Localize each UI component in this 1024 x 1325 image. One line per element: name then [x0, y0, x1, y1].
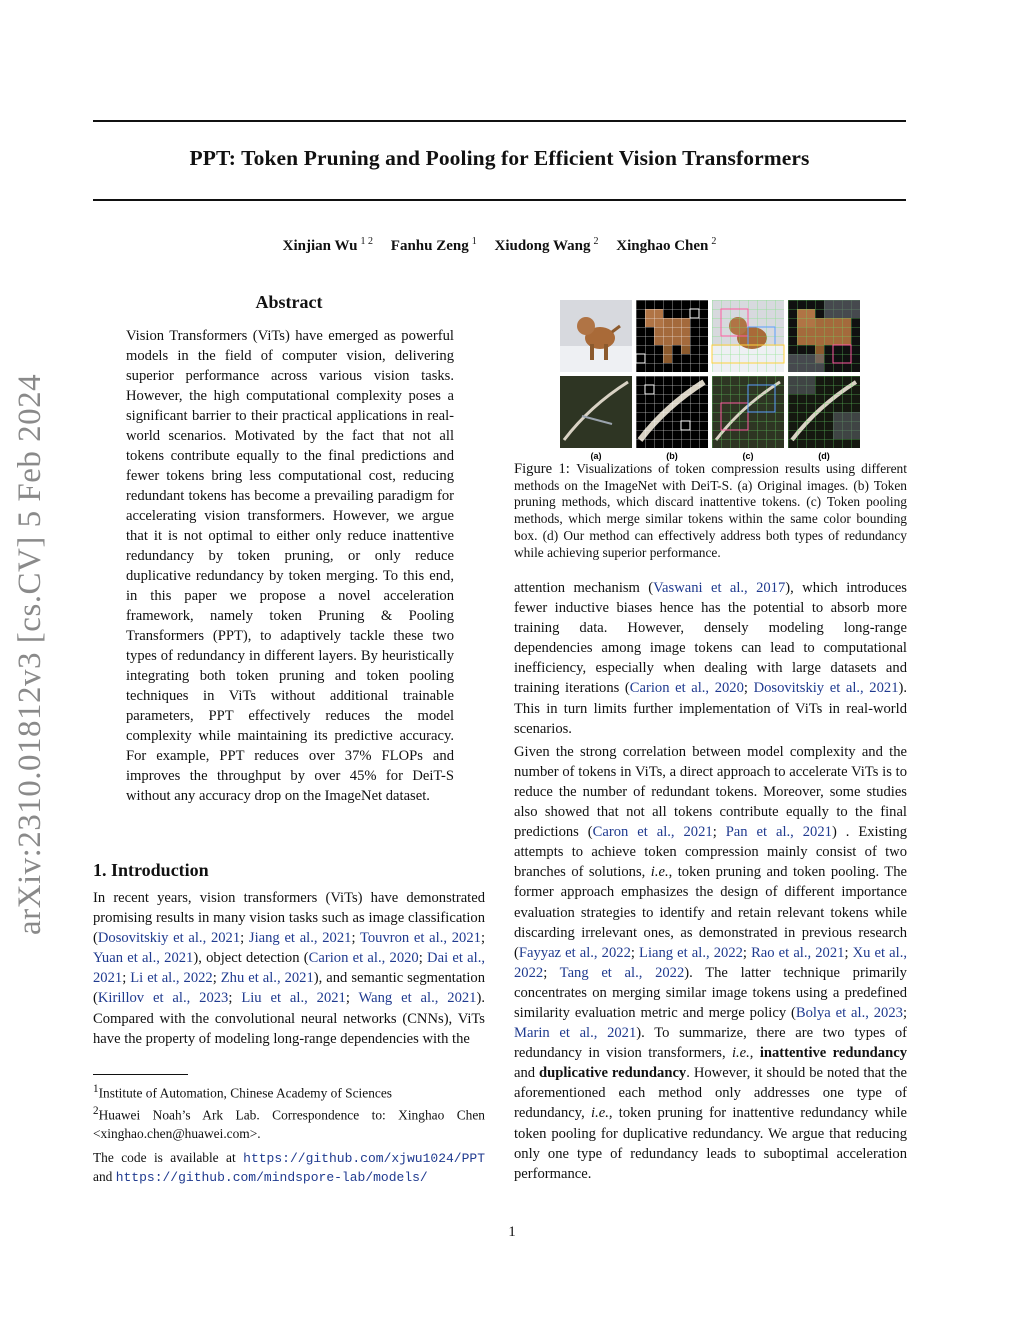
row-dragonfly-images — [560, 376, 860, 448]
dog-original-image — [560, 300, 632, 372]
panel-label: (b) — [666, 451, 678, 461]
panel-label: (c) — [742, 451, 754, 461]
introduction-paragraph: In recent years, vision transformers (ViTs) have demonstrated promising results in many vision tasks such as image classification (Dosovitskiy et al., 2021; Jiang et al., 2021; Touvron et al., 2021; Yuan et al., 2021), object detection (Carion et al., 2020; Dai et al., 2021; Li et al., 2022; Zhu et al., 2021), and semantic segmentation (Kirillov et al., 2023; Liu et al., 2021; Wang et al., 2021). Compared with the convolutional neural networks (CNNs), ViTs have the property of modeling long-range dependencies with the — [93, 890, 486, 1047]
citation-link[interactable]: Yuan et al., 2021 — [93, 950, 194, 967]
citation-link[interactable]: Dai et al., 2021 — [93, 950, 486, 987]
introduction-right-column — [514, 578, 907, 1184]
introduction-heading: 1. Introduction — [93, 860, 209, 880]
citation-link[interactable]: Touvron et al., 2021 — [359, 930, 481, 947]
page-number: 1 — [508, 1224, 516, 1240]
panel-label: (a) — [590, 451, 602, 461]
author: Xinghao Chen $^2$ — [616, 236, 717, 254]
citation-link[interactable]: Liu et al., 2021 — [241, 990, 346, 1007]
dog-ppt-image — [788, 300, 860, 372]
affiliation-footnote: $^1$Institute of Automation, Chinese Academy of Sciences $^2$Huawei Noah’s Ark Lab. Correspondence to: Xinghao Chen <xinghao.chen@huawei.com>. — [93, 1083, 485, 1141]
footnote-divider — [93, 1074, 188, 1075]
citation-link[interactable]: Dosovitskiy et al., 2021 — [97, 930, 241, 947]
dragonfly-pruned-image — [636, 376, 708, 448]
citation-link[interactable]: Carion et al., 2020 — [308, 950, 419, 967]
dragonfly-pooled-image — [712, 376, 784, 448]
citation-link[interactable]: Zhu et al., 2021 — [220, 970, 314, 987]
dragonfly-ppt-image — [788, 376, 860, 448]
title-rule-top — [93, 120, 906, 122]
figure-1-caption: Figure 1: Visualizations of token compression results using different methods on the ImageNet with DeiT-S. (a) Original images. (b) Token pruning methods, which discard inattentive tokens. (c) Token pooling methods, which merge similar tokens within the same color bounding box. (d) Our method can effectively address both types of redundancy while achieving superior performance. — [514, 461, 907, 560]
figure-1-visualization — [560, 300, 860, 462]
code-link[interactable]: https://github.com/mindspore-lab/models/ — [115, 1170, 428, 1185]
citation-link[interactable]: Kirillov et al., 2023 — [97, 990, 229, 1007]
citation-link[interactable]: Tang et al., 2022 — [559, 964, 685, 981]
body-paragraph: attention mechanism (Vaswani et al., 2017), which introduces fewer inductive biases hence has the potential to absorb more training data. However, densely modeling long-range dependencies among image tokens can lead to computational inefficiency, especially when dealing with large datasets and training iterations (Carion et al., 2020; Dosovitskiy et al., 2021). This in turn limits further implementation of ViTs in real-world scenarios. — [514, 580, 908, 737]
code-link[interactable]: https://github.com/xjwu1024/PPT — [243, 1151, 485, 1166]
author: Xiudong Wang $^2$ — [494, 236, 599, 254]
citation-link[interactable]: Bolya et al., 2023 — [795, 1004, 903, 1021]
author: Fanhu Zeng $^1$ — [390, 236, 477, 254]
author: Xinjian Wu $^{1 2}$ — [282, 236, 374, 254]
panel-label: (d) — [818, 451, 830, 461]
dog-pruned-image — [636, 300, 708, 372]
citation-link[interactable]: Li et al., 2022 — [130, 970, 213, 987]
citation-link[interactable]: Fayyaz et al., 2022 — [518, 944, 631, 961]
citation-link[interactable]: Rao et al., 2021 — [751, 944, 845, 961]
citation-link[interactable]: Carion et al., 2020 — [629, 680, 744, 697]
citation-link[interactable]: Liang et al., 2022 — [639, 944, 743, 961]
citation-link[interactable]: Marin et al., 2021 — [514, 1025, 637, 1042]
author-list — [93, 236, 906, 255]
citation-link[interactable]: Wang et al., 2021 — [358, 990, 477, 1007]
arxiv-identifier: arXiv:2310.01812v3 [cs.CV] 5 Feb 2024 — [12, 373, 48, 935]
citation-link[interactable]: Vaswani et al., 2017 — [653, 580, 786, 596]
citation-link[interactable]: Caron et al., 2021 — [592, 824, 713, 841]
dog-pooled-image — [712, 300, 784, 372]
body-paragraph: Given the strong correlation between model complexity and the number of tokens in ViTs, a direct approach to accelerate ViTs is to reduce the number of redundant tokens. Moreover, some studies also showed that not all tokens contribute equally to the final predictions (Caron et al., 2021; Pan et al., 2021) . Existing attempts to achieve token compression mainly consist of two branches of solutions, i.e., token pruning and token pooling. The former approach emphasizes the design of different importance evaluation strategies to identify and retain relevant tokens while discarding irrelevant ones, as demonstrated in previous research (Fayyaz et al., 2022; Liang et al., 2022; Rao et al., 2021; Xu et al., 2022; Tang et al., 2022). The latter technique primarily concentrates on merging similar image tokens using a predefined similarity evaluation metric and merge policy (Bolya et al., 2023; Marin et al., 2021). To summarize, there are two types of redundancy in vision transformers, i.e., inattentive redundancy and duplicative redundancy. However, it should be noted that the aforementioned each method only addresses one type of redundancy, i.e., token pruning for inattentive redundancy while token pooling for duplicative redundancy. We argue that reducing only one type of redundancy leads to suboptimal acceleration performance. — [514, 743, 907, 1182]
paper-title: PPT: Token Pruning and Pooling for Efficient Vision Transformers — [189, 146, 810, 170]
title-rule-bottom — [93, 199, 906, 201]
row-dog-images — [560, 300, 860, 372]
dragonfly-original-image — [560, 376, 632, 448]
citation-link[interactable]: Pan et al., 2021 — [725, 824, 832, 841]
abstract-heading: Abstract — [255, 292, 323, 312]
citation-link[interactable]: Xu et al., 2022 — [514, 944, 907, 981]
citation-link[interactable]: Jiang et al., 2021 — [248, 930, 352, 947]
abstract-body: Vision Transformers (ViTs) have emerged as powerful models in the field of computer vision, delivering superior performance across various vision tasks. However, the high computational complexity poses a significant barrier to their practical applications in real-world scenarios. Motivated by the fact that not all tokens contribute equally to the final predictions and fewer tokens bring less computational cost, reducing redundant tokens has become a prevailing paradigm for accelerating vision transformers. However, we argue that it is not optimal to either only reduce inattentive redundancy by token pruning, or only reduce duplicative redundancy by token merging. To this end, in this paper we propose a novel acceleration framework, namely token Pruning & Pooling Transformers (PPT), to adaptively tackle these two types of redundancy in different layers. By heuristically integrating both token pruning and token pooling techniques in ViTs without additional trainable parameters, PPT effectively reduces the model complexity while maintaining its predictive accuracy. For example, PPT reduces over 37% FLOPs and improves the throughput by over 45% for DeiT-S without any accuracy drop on the ImageNet dataset. — [126, 328, 454, 804]
code-availability-footnote: The code is available at https://github.com/xjwu1024/PPT and https://github.com/mindspore-lab/models/ — [93, 1150, 485, 1185]
citation-link[interactable]: Dosovitskiy et al., 2021 — [753, 680, 899, 697]
